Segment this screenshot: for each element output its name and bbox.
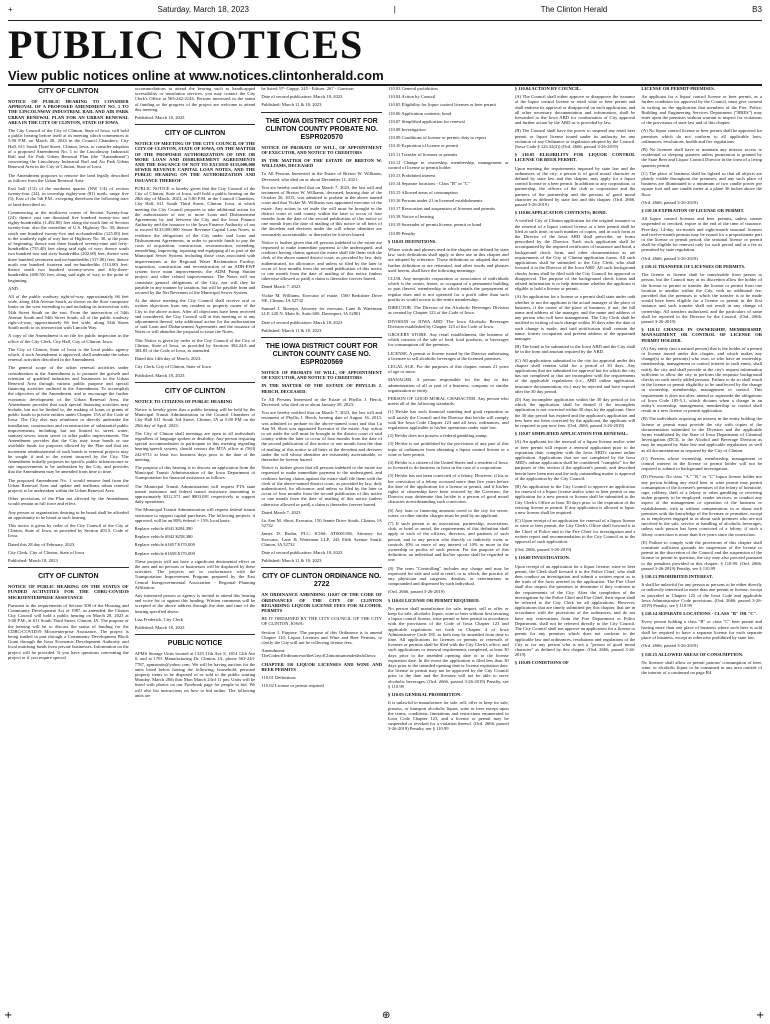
notice-text: (A) No liquor control license or beer permit shall be approved for premises which do not conform to all applicable laws, ordinances, resolutions, health and fire regulations. <box>641 128 763 144</box>
toc-item: 110.18 Notice of hearing <box>388 214 434 220</box>
notice-text: (Ord. 2666, passed 3-26-2019) <box>388 589 445 595</box>
section-heading: § 110.11 TRANSFER OF LICENSES OR PERMITS. <box>641 263 746 269</box>
column-5 <box>515 86 636 1012</box>
column-2 <box>135 86 256 1012</box>
notice-text: Replace vehicle #942 $258,380 <box>134 534 193 540</box>
notice-heading: THE IOWA DISTRICT COURT FOR CLINTON COUNTY PROBATE NO. ESPR020570 <box>265 117 378 141</box>
notice-text: City Clerk, City of Clinton, State of Iowa <box>134 364 211 370</box>
notice-subheading: NOTICE OF PROBATE OF WILL, OF APPOINTMENT OF EXECUTOR, AND NOTICE TO CREDITORS <box>261 369 383 381</box>
notice-text: DIRECTOR. The Director of the Alcoholic Beverages Division as created by Chapter 123 of the Code of Iowa. <box>388 305 509 316</box>
header-paper: The Clinton Herald <box>540 4 608 14</box>
notice-text: (B) No licensee shall have or maintain any interior access to residential or sleeping quarters unless permission is granted by the State Beer and Liquor Control Director in the form of a living quarters permit. <box>641 147 763 168</box>
notice-text: Dated this 14th day of March, 2023. <box>134 356 202 362</box>
notice-text: This Notice is given by order of the City Council of the City of Clinton, State of Iowa, as provided by Sections 384.24A and 384.83 of the Code of Iowa, as amended. <box>134 337 256 353</box>
toc-item: 110.16 Persons under 21 in licensed establishments <box>388 197 483 203</box>
notice-text: A verified City of Clinton application for the original issuance or the renewal of a liquor control license or a beer permit shall be filed at such time, in such number of copies, and in such form as the Director of the Iowa ABD shall prescribe, on forms prescribed by the Director. Each such application shall be accompanied by the required certificates of insurance and bond, a background check form, and other documentation as are requirements of the City of Clinton application forms. All such applications shall be submitted to the City Clerk, who shall forward it to the Director of the Iowa ABD. All such background checks forms shall be filed with the City Council for approval or disapproval. The purpose of the background check forms and related information is to help determine whether the applicant is eligible to hold a license or permit. <box>514 218 636 292</box>
notice-divider <box>135 382 256 386</box>
notice-subheading: AN ORDINANCE AMENDING 110.07 OF THE CODE OF ORDINANCES OF THE CITY OF CLINTON REGARDING LIQUOR LICENSE FEES FOR ALCOHOL PERMITS <box>261 592 383 614</box>
notice-text: accommodations to attend the hearing such as handicapped accessibility or translation services, you may contact the City Clerk's Office at 563-242-2144. Persons interested in the status of funding or the progress of the project are welcome to attend this meeting. <box>134 86 256 112</box>
notice-text: Published: March 18, 2023 <box>134 625 185 631</box>
toc-item: 110.05 Eligibility for liquor control licenses or beer permit <box>388 102 496 108</box>
notice-text: Notice is further given that all persons indebted to the estate are requested to make immediate payment to the undersigned, and creditors having claims against the estate shall file them with the clerk of the above named district court, as provided by law, duly authenticated, for allowance, and unless so filed by the later to occur of four months from the second publication of this notice or one month from the date of mailing of this notice (unless otherwise allowed or paid) a claim is thereafter forever barred. <box>261 239 383 282</box>
notice-text: BE IT ORDAINED BY THE CITY COUNCIL OF THE CITY OF CLINTON, IOWA: <box>261 616 383 627</box>
notice-text: You are hereby notified that on March 7, 2023, the last will and testament of Breton W. Williams, deceased, bearing date of the October 26, 2015, was admitted to probate in the above named court and that Vickie M. Williams was appointed executor of the estate. Any action to set aside the will must be brought in the district court of said county within the later to occur of four months from the date of the second publication of this notice or one month from the date of mailing of this notice to all heirs of the decedent and devisees under the will whose identities are reasonably ascertainable, or thereafter be forever barred. <box>261 184 383 237</box>
notice-text: Published: March 18, 2023 <box>8 558 58 564</box>
notice-heading: THE IOWA DISTRICT COURT FOR CLINTON COUNTY CASE NO. ESPR020569 <box>265 342 378 366</box>
notice-text: It shall be unlawful for any person or persons to be either directly or indirectly interested in more than one permit or license, except as provided in Chapter 123 of the Iowa Code and applicable Iowa Administrative Code provisions. (Ord. 2666, passed 3-26-2019) Penalty, see § 110.99 <box>641 582 763 609</box>
notice-subheading: NOTICE OF PUBLIC HEARING TO CONSIDER APPROVAL OF A PROPOSED AMENDMENT NO. 1 TO THE LINCOLNWAY INDUSTRIAL RAIL AND AIR PARK URBAN RENEWAL PLAN FOR AN URBAN RENEWAL AREA IN THE CITY OF CLINTON, STATE OF IOWA <box>8 99 129 125</box>
notice-text: LEGAL AGE. For the purposes of this chapter, means 21 years of age or more. <box>388 363 509 375</box>
notice-text: Any interested person or agency is invited to attend this hearing and voice for or against this funding. Written comments will be accepted at the above address through the date and time of the hearing specified above. <box>134 593 256 614</box>
toc-item: 110.17 Revocation and suspension of licenses and permits <box>388 206 496 212</box>
notice-text: PUBLIC NOTICE is hereby given that the City Council of the City of Clinton, State of Iowa, will hold a public hearing on the 28th day of March, 2023, at 5:00 P.M. in the Council Chambers, City Hall, 611 South Third Street, Clinton, Iowa, at which meeting the City Council proposes to take additional action for the authorization of one or more Loan and Disbursement Agreements by and between the City and the Iowa Finance Authority and the issuance to the Iowa Finance Authority of not to exceed $135,000,000 Sewer Revenue Capital Loan Notes, to evidence the obligations of the City under said Loan and Disbursement Agreements, in order to provide funds to pay the costs of acquisition, construction, reconstruction, extending, remodeling, improving, repairing and equipping all or part of the Municipal Sewer System, including those costs associated with improvements at the Regional Water Reclamation Facility; acquisition, construction and reconstruction of an ADB-EWF system force main improvements; the ADM Pump Station project; and other related improvements. The Notes will not constitute general obligations of the City, nor will they be payable in any manner by taxation, but will be payable from and secured by the Net Revenues of the Municipal Sewer System. <box>134 185 256 295</box>
section-heading: § 110.04 ACTION BY COUNCIL. <box>514 86 582 91</box>
toc-item: 110.09 Conditions of license or permit; duty to report <box>388 135 487 141</box>
notice-text: Replace vehicle #1657 $170,000 <box>134 542 195 548</box>
header-date: Saturday, March 18, 2023 <box>157 4 249 14</box>
notice-text: (1) He/she has such financial standing and good reputation as will satisfy the Council and the Director that he/she will comply with the Iowa Code Chapter 123 and all laws, ordinances, and regulations applicable to his/her operations under state law. <box>388 409 509 430</box>
notice-text: The Municipal Transit Administration will request FTA state transit assistance and federal transit assistance amounting to approximately $312,571 and $803,081 respectively to support daily operations. <box>134 483 256 505</box>
notice-text: GROCERY STORE. Any retail establishment, the business of which consists of the sale of food, food products, or beverages for consumption off the premises. <box>388 331 509 348</box>
notice-text: All of the public roadway right-of-way, approximately 66 feet wide, along 44th Avenue South, as shown on the floor composite limits on the west extending to and including its intersection with 54th Street South on the east. From the intersection of 54th Avenue South and 54th Street South, all of the public roadway right-of-way, approximately 66 feet wide, along 54th Street South north to its intersection with Lincoln Way. <box>8 293 129 331</box>
notice-text: DIVISION or IOWA ABD. The Iowa Alcoholic Beverages Division established by Chapter 123 of the Code of Iowa. <box>388 318 509 329</box>
notice-text: Date of second publication: March 18, 2023 <box>261 94 343 100</box>
chapter-title: CHAPTER 110 LIQUOR LICENSES AND WINE AND BEER PERMITS <box>261 661 383 672</box>
header-plus-left: + <box>8 4 13 14</box>
notice-text: This notice is given by order of the City Council of the City of Clinton, State of Iowa, as provided by Section 403.5, Code of Iowa. <box>8 523 129 539</box>
column-4 <box>388 86 509 1012</box>
section-heading: LICENSE OR PERMIT-PREMISES. <box>641 86 715 91</box>
notice-text: Published: March 11 & 18, 2023 <box>261 102 322 108</box>
section-heading: § 110.13 PROHIBITED INTEREST. <box>641 574 713 580</box>
notice-columns <box>8 86 762 1012</box>
notice-text: APMS Storage Units located at 1325 11th Ave S, 1814 12th Ave S, and at 1701 Manufacturing Dr. Clinton, IA, phone 563-243-7787, apmsunits@yahoo.com. We will be having auction for the units listed below having the following, household, personal property items to be disposed of or sold to the public starting Monday, March 20th thru Mon March 23rd 11 pm. Units will be listed with photos on our Facebook page for people to bid. We will also list instructions on how to bid online. The following units are <box>134 651 256 698</box>
toc-item: 110.12 Change in ownership, membership, management or control of license or permit holder <box>388 159 509 171</box>
column-6 <box>641 86 762 1012</box>
notice-text: Any person or organization desiring to be heard shall be afforded an opportunity to be heard at such hearing. <box>8 509 129 520</box>
notice-text: Vickie M. Williams, Executor of estate, 1560 Berkshire Drive NE, Clinton, IA 52732 <box>261 292 383 303</box>
notice-text: Commencing at the northwest corner of Section Twenty-four (24); thence east one thousand five hundred twenty-two and eighty-hundredths (1,492.80) feet along the north line of Section twenty-four, also the centerline of U.S. Highway No. 30; thence south one hundred twenty-five and no-hundredths (125.00) feet to the southerly right of way line of Highway No. 30, to the point of beginning; thence east three hundred seventy-nine and forty-hundredths (735.40) feet along said right of way; thence south two hundred two and sixty-hundredths (202.60) feet; thence west three hundred seventeen and no-hundredths (317.00) feet; thence north one hundred fourteen and no-hundredths (114.00) feet; thence south two hundred seventy-seven and fifty-three-hundredths (400.50) feet, along said right of way, to the point of beginning. <box>8 209 129 283</box>
notice-divider <box>135 124 256 128</box>
notice-text: The Municipal Transit Administration will request federal transit assistance to support capital purchases. The following projects, if approved, will be an 80% federal + 15% local basis: <box>134 507 256 523</box>
section-title: PUBLIC NOTICES <box>8 22 364 67</box>
page-header <box>8 0 762 18</box>
notice-text: Published: March 11 & 18, 2023 <box>261 327 322 333</box>
notice-text: Amendment: TheCodeofOrdinancesoftheCityofClintonisamendedasfollows: <box>261 648 377 659</box>
notice-text: Notice is hereby given that a public hearing will be held by the Municipal Transit Administration in the Council Chambers of City Hall 611 South 3rd Street, Clinton, IA at 5:00 PM on the 28th day of April, 2023. <box>134 406 256 428</box>
notice-text: (A) An applicant for the renewal of a liquor license and/or wine or beer permit will require a renewal application prior to the expiration date, complete with the Iowa ABD's current online application. Applications that are not completed by the Iowa ABD's online application shall be considered "complete" for the purposes of this section if the applicant's permit, and described herein have been met and the only outstanding matter is approval of the application by the City Council. <box>514 439 636 481</box>
notice-divider <box>261 337 382 341</box>
notice-text: (B) The bond to be submitted to the Iowa ABD and the City shall be in the form and amount required by the ABD. <box>514 344 636 355</box>
notice-text: (Ord. 2666, passed 3-26-2019) <box>514 547 572 553</box>
notice-text: Dated March 7, 2023 <box>261 284 301 290</box>
section-heading: § 110.10 EXPIRATION OF LICENSE OR PERMIT. <box>641 208 745 214</box>
notice-divider <box>261 112 382 116</box>
toc-item: 110.03 General prohibition <box>388 86 438 91</box>
notice-text: Samuel J. Skorepa, Attorney for executor, Lane & Waterman LLP, 220 N. Main St, Suite 600, Davenport, IA 52801 <box>261 306 383 317</box>
notice-heading: CITY OF CLINTON <box>38 573 99 581</box>
toc-item: 110.06 Application contents; bond <box>388 110 452 116</box>
notice-text: Lu Ann M. Short, Executor, 150 Jennie Drive South, Clinton, IA 52732 <box>261 517 383 529</box>
toc-item: 110.11 Transfer of licenses or permits <box>388 151 458 157</box>
notice-text: At the above meeting the City Council shall receive oral or written objections from any resident or property owner of the City to the above action. After all objections have been received and considered, the City Council will at this meeting or at any adjournment thereof, take additional action for the authorization of said Loan and Disbursement Agreements and the issuance of Notes or will abandon the proposal to issue the Notes. <box>134 298 256 335</box>
notice-text: AND <box>8 285 18 291</box>
toc-item: 110.10 Expiration of license or permit <box>388 143 459 149</box>
toc-item: 110.04 Action by Council <box>388 94 436 100</box>
notice-text: (C) Persons whose ownership, membership, management or control interest in the license or permit holder will not be required to submit to background investigation. <box>641 455 763 472</box>
notice-text: MANAGER. A person responsible for the day to day administration of all or part of a business, company or similar organization or entity. <box>388 377 509 393</box>
notice-text: The City Council of the City of Clinton, State of Iowa, will hold a public hearing before itself at its meeting which commences at 5:00 P.M. on March 28, 2023 in the Council Chambers, City Hall, 611 South Third Street, Clinton, Iowa, to consider adoption of a proposed Amendment No. 1 to the Lincolnway Industrial Rail and Air Park Urban Renewal Plan (the "Amendment") concerning the Lincolnway Industrial Rail and Air Park Urban Renewal Area in the City of Clinton, State of Iowa. <box>8 128 129 170</box>
toc-item: 110.13 Prohibited interest <box>388 173 436 179</box>
notice-text: (A) The Council shall either approve or disapprove the issuance of the liquor control license or retail wine or beer permit and shall endorse its approval or disapproval on each application, and all other necessary documentation and information, shall be forwarded to the Iowa ABD for confirmation of City approval and further action by the ABD as is provided by law. <box>514 94 636 126</box>
notice-text: (7) If such person is an association, partnership, association, club, or hotel or motel, the requirements of this definition shall apply to each of the officers, directors, and partners of such person, and to any person who directly or indirectly owns or controls 10% or more of any interest of 10% or more in the ownership or profits of such person. For the purpose of this definition, an individual and his/her spouse shall be regarded as one. <box>388 521 509 563</box>
notice-subheading: NOTICE TO CITIZENS OF PUBLIC HEARING <box>134 398 233 404</box>
toc-item: 110.01 Definitions <box>261 675 296 681</box>
notice-text: An applicant for a liquor control license or beer permit, as a further condition for approval by the Council, must give consent in writing on the application that members of the Fire, Police, Building and Engineering Services Department ("BRES") may enter upon the premises without warrant to inspect for violations of the provisions of state law and of this chapter. <box>641 94 763 126</box>
notice-text: PERSON OF GOOD MORAL CHARACTER. Any person who meets all of the following standards: <box>388 395 509 407</box>
notice-text: City Clerk, City of Clinton, State of Iowa <box>8 549 85 555</box>
toc-item: 110.19 Surrender of permit license, permit or bond <box>388 222 482 228</box>
header-rule <box>8 20 762 21</box>
notice-subheading: NOTICE OF PROBATE OF WILL, OF APPOINTMENT OF EXECUTOR, AND NOTICE TO CREDITORS <box>261 144 383 155</box>
notice-text: James D. Bruhn, PLC, ICIS#: AT0001186, Attorney for Executor, Lane & Waterman LLP, 243 Fifth Avenue South, Clinton, IA 52732 <box>261 531 383 547</box>
notice-text: (E) Failure to comply with the provisions of this chapter shall constitute sufficient grounds for suspension of the license or permit in the discretion of the Council and the suspension of the license or permit in question, the city may also proceed pursuant to the penalties provided in this chapter, § 110.99. (Ord. 2666, passed 3-26-2019) Penalty, see § 110.99 <box>641 539 763 571</box>
notice-text: No licensee shall allow or permit patrons' consumption of beer, wine, or alcoholic liquor to be consumed in any area outside of the interior of a continued on page B4 <box>641 659 763 676</box>
notice-text: Date of second publication: March 18, 2023 <box>261 550 343 555</box>
section-heading: § 110.07 SIMPLIFIED APPLICATION FOR RENEWAL. <box>514 431 629 437</box>
notice-text: (C) The place of business shall be lighted so that all objects are plainly visible throughout the premises, and any such place of business are illuminated to a minimum of two candle power per square foot and one candle meter at a plane 36 inches above the floor. <box>641 170 763 197</box>
notice-text: (C) Upon receipt of an application for renewal of a liquor license or wine or beer permit, the City Clerk's Office shall forward it to the Chief of Police and to the Fire Chief for investigation and a written report and recommendation to the City Council as to the approval of such application. <box>514 518 636 545</box>
notice-text: To All Persons Interested in the Estate of Phyllis J. Herch, Deceased, who died on or about January 29, 2023: <box>261 396 383 407</box>
section-heading: § 110.14 SEPARATE LOCATIONS - CLASS "B" OR "C". <box>641 611 758 617</box>
notice-subheading: NOTICE OF MEETING OF THE CITY COUNCIL OF THE CITY OF CLINTON, STATE OF IOWA, ON THE MATTER OF THE PROPOSED AUTHORIZATION OF ONE OR MORE LOAN AND DISBURSEMENT AGREEMENTS AND THE ISSUANCE OF NOT TO EXCEED $135,000,000 SEWER REVENUE CAPITAL LOAN NOTES, AND THE PUBLIC HEARING ON THE AUTHORIZATION AND ISSUANCE THEREOF <box>134 141 256 183</box>
notice-text: Upon meeting the requirements imposed by state law and the ordinances of the city, a person is of good moral character as defined by state law and this chapter, may apply for a liquor control license or a beer permit. In addition to any corporation, or partnership, the officers of the club or corporation and the partners of the partnership and the persons of good moral character as defined by state law and this chapter. (Ord. 2666, passed 3-26-2019) <box>514 165 636 208</box>
toc-item: 110.99 Penalty <box>388 230 416 236</box>
toc-item: 110.14 Separate locations - Class "B" or "C" <box>388 181 470 187</box>
notice-text: You are hereby notified that on March 7, 2023, the last will and testament of Phyllis J. Herch, bearing date of August 16, 2013, was admitted to probate in the above-named court and that Lu Ann M. Short was appointed Executor of the estate. Any action to set aside the will must be brought in the district court of said county within the later to occur of four months from the date of the second publication of this notice or one month from the date of mailing of this notice to all heirs of the decedent and devisees under the will whose identities are reasonably ascertainable, or thereafter be forever barred. <box>261 410 383 462</box>
notice-text: be listed: 97- Guppy, 245 - Edison, 267 - Garrison <box>261 86 354 91</box>
toc-item: 110.02 License or permit required <box>261 683 324 689</box>
section-heading: § 110.15 ALLOWED AREAS OF CONSUMPTION. <box>641 651 744 657</box>
notice-heading: CITY OF CLINTON <box>38 88 99 95</box>
notice-text: Published: March 18, 2023 <box>134 115 185 121</box>
notice-text: Other provisions of the Plan not affected by the Amendment would remain in full force and effect. <box>8 496 129 507</box>
notice-text: Dated March 7, 2023 <box>261 509 301 515</box>
notice-subheading: NOTICE OF PUBLIC HEARING ON THE STATUS OF FUNDED ACTIVITIES FOR THE CDBG-COVID19 MICROENTERPRISE ASSISTANCE <box>8 584 129 600</box>
column-1 <box>8 86 129 1012</box>
notice-text: (4) He/she is a citizen of the United States and a resident of Iowa, or licensed to do business in Iowa in the case of a corporation. <box>388 459 509 471</box>
notice-heading: CITY OF CLINTON <box>164 387 226 395</box>
notice-text: East half (1/2) of the northeast quarter (NW 1/4) of section twenty-four (24), in township eighty-one (81) north, range five (5), East of the 5th P.M., excepting therefrom the following tract of land described as: <box>8 186 129 207</box>
toc-item: 110.15 Allowed areas of consumption <box>388 189 458 195</box>
section-heading: § 110.08 INVESTIGATION. <box>514 555 570 561</box>
registration-mark-icon: ⊕ <box>382 1010 391 1021</box>
notice-text: LICENSE. A permit or license issued by the Director authorizing a licensee to sell alcoholic beverages at the licensed premises. <box>388 350 509 361</box>
section-heading: § 110.05 ELIGIBILITY FOR LIQUOR CONTROL LICENSE OR BEER PERMIT. <box>514 152 636 163</box>
notice-text: No person shall manufacture for sale, import, sell or offer or keep for sale, alcoholic liquor, wine or beer without first securing a liquor control license, wine permit or beer permit in accordance with the provisions of the Code of Iowa Chapter 123 and applicable regulations set forth in Chapter 4 of Iowa Administrative Code 185, as both may be amended from time to time. All applications for licenses or permits or renewals of licenses or permits shall be filed with the City Clerk's office, and such applications or renewal requirements completed, at least 30 days prior to the intended opening date or to the license expiration date. In the event the application is filed less than 30 days prior to the intended opening date or license expiration date, the license or permit may not be approved by the City Council prior to the date and the licensee will not be able to serve alcoholic beverages. (Ord. 2666, passed 3-26-2019) Penalty, see § 110.99 <box>388 605 509 689</box>
notice-text: Published: March 18, 2023 <box>134 372 185 378</box>
notice-heading: CITY OF CLINTON <box>164 130 226 138</box>
notice-divider <box>135 634 256 638</box>
section-heading: § 110.03 GENERAL PROHIBITION. <box>388 692 462 698</box>
notice-text: Lisa Frederick, City Clerk <box>134 616 183 622</box>
notice-text: These projects will not have a significant detrimental effect on the area and no persons or businesses will be displaced by these activities. The projects are in conformance with the Transportation Improvement Program prepared by the East Central Intergovernmental Association - Regional Planning Affiliation. <box>134 558 256 590</box>
notice-text: (A) Any entity (not a natural person) that is the holder of a permit or license issued under this chapter, and which makes any change(s) to the person(s) who own, or who have an ownership, membership, management or control interest in such entity, shall notify the city and shall provide at the city's request information sufficient to allow the city to perform the requisite background checks on such newly added persons. Failure to do so shall result in the license or permit eligibility to be unaffected by the change in ownership, membership, management or control. This requirement is does not alter, amend or supersede the obligations of Iowa Code 185-5.1, which dictates when a change in an entity's ownership, management, membership or control shall result in a new license or permit application. <box>641 345 763 414</box>
notice-divider <box>261 567 382 571</box>
notice-text: (A) An application for a license or a permit shall state under oath whether or not the applicant is the actual manager of the place of business, if the owner of the place of business, if not, the full name and address of the manager, and the name and address of any person who will have management. The City Clerk shall be notified in writing of such change within 10 days after the date of such change is made, and said notification shall contain the name, former occupation and present address of the appointed manager. <box>514 294 636 341</box>
notice-text: The license or license shall be transferable from person to person, but the Council may at its discretion allow the holder of the license or permit to transfer the license or permit from one location to another within the City, with no additional fee, provided that the premises to which the transfer is to be made would have been eligible for a license or permit in the first instance and such transfer shall not result in any change of ownership. All transfers authorized, and the particulars of same shall be reported to the Director by the Council. (Ord. 2666, passed 3-26-2019) <box>641 272 763 324</box>
section-heading: § 110.02 LICENSE OR PERMIT REQUIRED. <box>388 597 480 603</box>
toc-item: 110.07 Simplified application for renewal <box>388 118 465 124</box>
estate-title: IN THE MATTER OF THE ESTATE OF BRETON W. WILLIAMS, DECEASED <box>261 158 383 169</box>
section-heading: § 110.01 DEFINITIONS. <box>388 238 437 244</box>
notices-url[interactable]: View public notices online at www.notices.clintonherald.com <box>8 68 384 83</box>
notice-heading: CITY OF CLINTON ORDINANCE NO. 2722 <box>262 573 382 589</box>
notice-text: The general scope of the urban renewal activities under consideration in the Amendment is to promote the growth and retention of qualified industries and businesses in the Urban Renewal Area through various public purpose and special financing activities outlined in the Amendment. To accomplish the objectives of the Amendment, and to encourage the further economic development of the Urban Renewal Area, the Amendment provides that such special financing activities may include, but not be limited to, the making of loans or grants of public funds to private entities under Chapter 15A of the Code of Iowa. The City also may reimburse or directly undertake the installation, construction and reconstruction of substantial public improvements, including, but not limited to, street, water, sanitary sewer, storm sewer or other public improvements. The Amendment provides that the City may issue bonds or use available funds for purposes allowed by the Plan and that tax increment reimbursement of such bonds or renewal projects may be sought if and to the extent incurred by the City. The Amendment initially proposes no specific public infrastructure or site improvements to be undertaken by the City, and provides that the Amendment may be amended from time to time. <box>8 365 129 475</box>
notice-text: (B) The Council shall have the power to suspend any retail beer permit or liquor license issued under its authority for any violation of any Ordinance or regulation adopted by the Council. (Iowa Code § 123.32(2)) (Ord. 2666, passed 3-26-2019) <box>514 128 636 150</box>
notice-text: The purpose of this hearing is to discuss an application from the Municipal Transit Administration of the Iowa Department of Transportation for financial assistance as follows: <box>134 464 256 481</box>
notice-text: Replace vehicle #941 $204,390 <box>134 526 193 532</box>
notice-text: The proposed Amendment No. 1 would remove land from the Urban Renewal Area and update and reaffirms urban renewal projects to be undertaken within the Urban Renewal Area. <box>8 477 129 494</box>
notice-divider <box>8 567 129 571</box>
notice-text: Pursuant to the requirements of Section 508 of the Housing and Community Development Act of 1987, as amended, the Clinton City Council will hold a public hearing on March 28, 2023 at 5:00 P.M., at 611 South Third Street, Clinton, IA. The purpose of the hearing will be to discuss the status of funding for the CDBG-COVID19 Microenterprise Assistance. The project is being funded in part through a Community Development Block Grant through the Iowa Economic Development Authority and local matching funds from private businesses. Information on the project will be provided. If you have questions concerning the project or if you require special <box>8 602 129 660</box>
notice-text: Upon receipt of an application for a liquor license, wine or beer permit, the Clerk shall forward it to the Police Chief, who shall then conduct an investigation and submit a written report as to the truth of the facts averred in the application. The Fire Chief shall also inspect the premises to determine if they conform to the requirements of the City. After the completion of the investigation by the Police Chief and Fire Chief, their report shall be referred to the City Clerk for all applications. However, applications that are timely submitted per this chapter, that are in accordance with the provisions of the ordinances, and do not have any reservations from the Fire Department or Police Department, shall not be referred directly to the City Council. The City Council shall not approve an application for a license or permit for any premises which does not conform to the applicable law and ordinances, resolutions and regulations of the City or for any person who is not a "person of good moral character" as defined by this chapter. (Ord. 2666, passed 3-26-2019) <box>514 563 636 658</box>
estate-title: IN THE MATTER OF THE ESTATE OF PHYLLIS J. HERCH, DECEASED. <box>261 383 383 394</box>
section-heading: § 110.06 APPLICATION CONTENTS; BOND. <box>514 210 607 216</box>
notice-text: The Amendment proposes to remove the land legally described as follows from the Urban Renewal Area: <box>8 172 129 183</box>
notice-text: (Ord. 2666, passed 3-26-2019) <box>641 643 698 649</box>
notice-text: (Ord. 2666, passed 3-26-2019) <box>641 199 698 205</box>
column-3 <box>261 86 382 1012</box>
notice-text: (B) The individuals acquiring an interest in the entity holding the license or permit must provide the city with copies of the documentation submitted to the Division and the applicable forms established by the State of Iowa Department of Criminal Investigation (DCI), to the Alcohol and Beverage Division as may be required by State law and applicable regulations as well as all documentation as required by the City of Clinton. <box>641 416 763 453</box>
notice-text: All liquor control licenses and beer permits, unless sooner suspended or revoked, expire at the end of the time of issuance. Five-day, 14-day, six-month and eight-month seasonal licenses and twelve-month permits may be issued for a proportionate part of the license or permit period, the seasonal license or permit shall be eligible for renewal only for such period and at a fee as permitted by state regulation. <box>641 216 763 253</box>
notice-text: CLUB. Any nonprofit corporation or association of individuals which is the owner, lessee, or occupant of a permanent building or part thereof, membership in which entails the prepayment of regular dues and is not operated for a profit other than such profits as would accrue to the entire membership. <box>388 276 509 302</box>
notice-text: (D) Any incomplete application within the 30 day period or for which the application shall be denied if the incomplete application is not corrected within 30 days by the applicant. Once the 30 day period has expired and the applicant's application and fees have not been corrected by the applicant, the applicant will be required to pay new fees. (Ord. 2666, passed 3-26-2019) <box>514 396 636 428</box>
notice-text: The City of Clinton, State of Iowa is the local public agency which, if such Amendment is approved, shall undertake the urban renewal activities described in the Amendment. <box>8 346 129 363</box>
notice-text: (3) He/she is not prohibited by the provisions of any part of this topic of ordinances from obtaining a liquor control license or a wine or beer permit. <box>388 441 509 457</box>
notice-text: Notice is further given that all persons indebted to the estate are requested to make immediate payment to the undersigned, and creditors having claims against the estate shall file them with the clerk of the above-named district court, as provided by law, duly authenticated, for allowance, and unless so filed by the later to occur of four months from the second publication of this notice or one month from the date of mailing of this notice (unless otherwise allowed or paid) a claim is thereafter forever barred. <box>261 465 383 507</box>
registration-mark-icon: + <box>4 1010 13 1021</box>
notice-text: It is unlawful to manufacture for sale, sell, offer or keep for sale, possess, or transport alcoholic liquor, wine or beer except upon the terms, conditions, limitations and restrictions enumerated in Iowa Code Chapter 123, and a license or permit may be suspended or revoked for a violation thereof. (Ord. 2666, passed 3-26-2019) Penalty, see § 110.99 <box>388 700 509 732</box>
notice-text: (6) Any loan or financing amounts owed to the city for sewer, water, or other similar charges must be paid by an applicant. <box>388 507 509 518</box>
notice-text: Every person holding a class "B" or class "C" beer permit and having more than one place of business where such beer is sold shall be required to have a separate license for each separate place of business, except as otherwise prohibited by state law. <box>641 619 763 641</box>
notice-text: (C) All applications submitted to the city for approval under this chapter shall remain valid for a period of 30 days. Any applications that are submitted for approval but for which the city has not completed or that are incomplete with the requirements of the applicable regulations (i.e., ABD online application, insurance documentation, etc.) may be rejected and have expired after the 30 day period. <box>514 357 636 394</box>
registration-mark-icon: + <box>756 1010 765 1021</box>
notice-text: Date of second publication: March 18, 2023 <box>261 319 343 325</box>
notice-text: Where words and phrases used in the chapter are defined by state law, such definitions shall apply to their use in this chapter and are adopted by reference. Those definitions so adopted that need further definition or are reiterated, and other words and phrases used herein, shall have the following meanings: <box>388 247 509 273</box>
notice-text: (2) He/she does not possess a federal gambling stamp. <box>388 433 488 439</box>
notice-text: Dated this 28 day of February, 2023. <box>8 541 76 547</box>
notice-text: (Ord. 2666, passed 3-26-2019) <box>641 255 698 261</box>
notice-text: A copy of the Amendment is on file for public inspection in the office of the City Clerk, City Hall, City of Clinton, Iowa. <box>8 333 129 344</box>
notice-text: The City of Clinton shall meetings are open to all individuals regardless of language spoken or disability. Any person requiring special accommodation to participate in this meeting regarding hearing/speech system, should contact the MTA office at (563) 242-0711 at least two business days prior to the date of the meeting. <box>134 430 256 462</box>
notice-text: (B) An application to the City Council to approve an application for renewal of a liquor license and/or wine or beer permit or any application for a new permit or license shall be submitted to the City Clerk's Office at least 30 days prior to the expiration of the existing license or permit. If any application is allowed to lapse, a new license shall be required. <box>514 484 636 516</box>
notice-text: (5) He/she has not been convicted of a felony. However, if his or her conviction of a felony occurred more than five years before the date of the application for a license or permit, and if his/her rights of citizenship have been restored by the Governor, the Director may determine that he/she is a person of good moral character notwithstanding such conviction. <box>388 473 509 505</box>
section-heading: § 110.09 CONDITIONS OF <box>514 660 569 666</box>
notice-text: Published: March 11 & 18, 2023 <box>261 558 322 564</box>
notice-text: To All Persons Interested in the Estate of Breton W. Williams, Deceased, who died on or about December 11, 2021: <box>261 171 383 182</box>
header-page: B3 <box>752 4 762 14</box>
header-divider: | <box>393 4 396 14</box>
notice-text: Replace vehicle #1658 $170,000 <box>134 550 195 556</box>
notice-text: Section 1. Purpose. The purpose of this Ordinance is to amend Chapter 110, Liquor Licenses and Wine and Beer Permits, to clarify the City will not be collecting license fees. <box>261 629 383 646</box>
notice-heading: PUBLIC NOTICE <box>167 640 223 648</box>
notice-text: (8) The term "Controlling" includes any charge and may be expressed for sale and sold at retail, or to which, the practice of any physician and surgeons, dentists, or veterinarians as compounded and dispensed by such individual. <box>388 565 509 587</box>
notice-text: (D) Persons: No class "A," "B," or "C" liquor license holder nor any person holding any retail beer or wine permit may permit consumption of the licensee's premises of the felony of homicide, rape, robbery, theft of a felony or other gambling or receiving stolen property to be employed, render services, or conduct any aspect of the management or operation of the business or establishment, with or without compensation, in or about such premises with the knowledge of the licensee or permittee, except as to employees engaged in or about such premises who are not involved in the sale, service or handling of alcoholic beverages, unless such person has been convicted of a felony, if such a felony conviction is more than five years since the conviction. <box>641 474 763 537</box>
toc-item: 110.08 Investigation <box>388 127 426 133</box>
section-heading: § 110.12 CHANGE IN OWNERSHIP, MEMBERSHIP, MANAGEMENT OR CONTROL OF LICENSE OR PERMIT HOLDER. <box>641 327 763 343</box>
